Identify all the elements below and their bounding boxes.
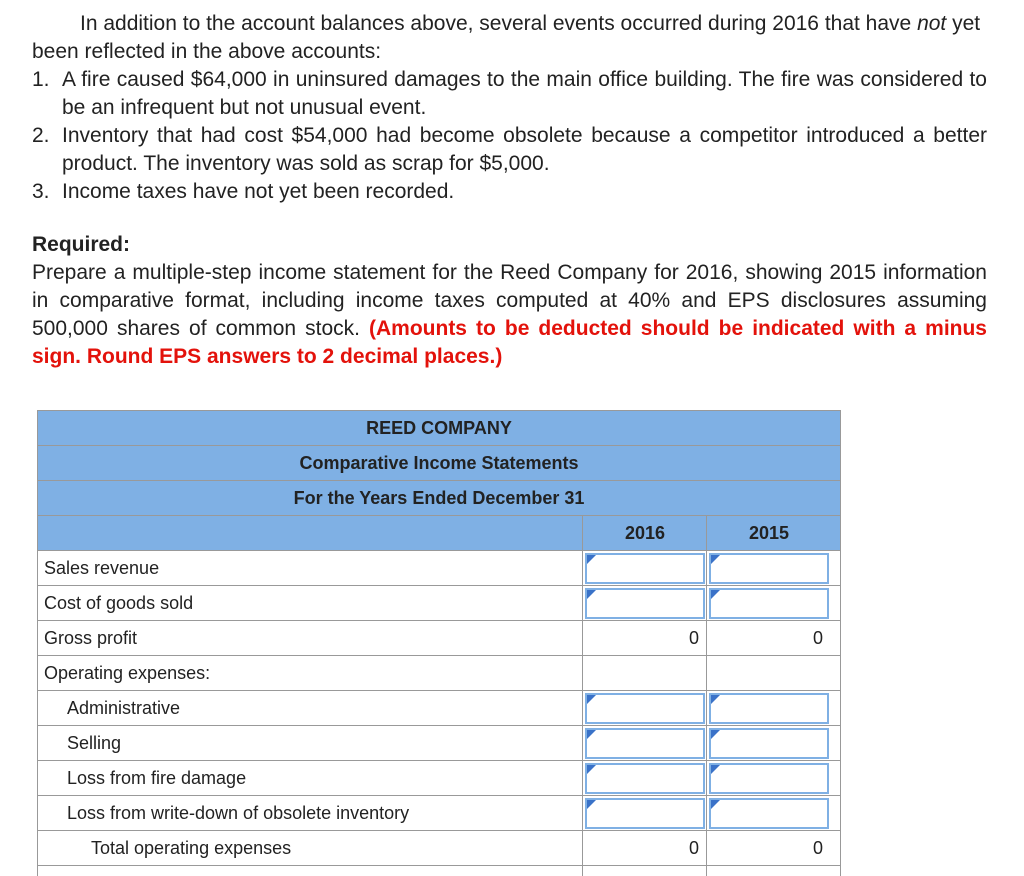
cell-2016 bbox=[582, 621, 706, 656]
selling-2015-input[interactable] bbox=[709, 728, 829, 759]
intro-italic: not bbox=[917, 12, 947, 35]
column-header-row bbox=[38, 515, 840, 551]
table-row bbox=[38, 760, 840, 796]
statement-title: Comparative Income Statements bbox=[38, 445, 840, 481]
event-text: A fire caused $64,000 in uninsured damages to the main office building. The fire was considered to be an infrequent but not unusual event. bbox=[62, 68, 987, 119]
total-opex-2016-value: 0 bbox=[688, 838, 699, 858]
cell-2016 bbox=[582, 656, 706, 691]
input-marker-icon bbox=[711, 800, 720, 809]
cell-2015 bbox=[706, 866, 830, 876]
event-item bbox=[32, 66, 987, 122]
table-row bbox=[38, 795, 840, 831]
cell-2015 bbox=[706, 831, 830, 866]
cogs-2015-input[interactable] bbox=[709, 588, 829, 619]
cell-2016 bbox=[582, 726, 706, 761]
input-marker-icon bbox=[587, 695, 596, 704]
cell-2015 bbox=[706, 551, 830, 586]
row-label: Loss from write-down of obsolete inventory bbox=[67, 803, 410, 823]
required-heading: Required: bbox=[32, 233, 131, 256]
table-row bbox=[38, 725, 840, 761]
administrative-2015-input[interactable] bbox=[709, 693, 829, 724]
intro-text-start: In addition to the account balances above, several events occurred during 2016 that have bbox=[80, 12, 918, 35]
event-item bbox=[32, 178, 987, 206]
input-marker-icon bbox=[711, 590, 720, 599]
event-text: Inventory that had cost $54,000 had become obsolete because a competitor introduced a better product. The inventory was sold as scrap for $5,000. bbox=[62, 124, 987, 175]
cell-2015 bbox=[706, 726, 830, 761]
inventory-writedown-2015-input[interactable] bbox=[709, 798, 829, 829]
sales-revenue-2016-input[interactable] bbox=[585, 553, 705, 584]
cell-2016 bbox=[582, 691, 706, 726]
gross-profit-2015-value: 0 bbox=[812, 628, 823, 648]
cell-2016 bbox=[582, 796, 706, 831]
event-item bbox=[32, 122, 987, 178]
cell-2016 bbox=[582, 831, 706, 866]
row-label: Sales revenue bbox=[44, 558, 160, 578]
event-number: 2. bbox=[32, 124, 50, 147]
total-opex-2015-value: 0 bbox=[812, 838, 823, 858]
cell-2015 bbox=[706, 796, 830, 831]
input-marker-icon bbox=[711, 765, 720, 774]
cell-2016 bbox=[582, 761, 706, 796]
input-marker-icon bbox=[587, 730, 596, 739]
inventory-writedown-2016-input[interactable] bbox=[585, 798, 705, 829]
row-label: Loss from fire damage bbox=[67, 768, 247, 788]
company-name: REED COMPANY bbox=[38, 410, 840, 446]
row-label: Operating expenses: bbox=[44, 663, 211, 683]
table-row bbox=[38, 585, 840, 621]
fire-loss-2015-input[interactable] bbox=[709, 763, 829, 794]
table-row bbox=[38, 550, 840, 586]
sales-revenue-2015-input[interactable] bbox=[709, 553, 829, 584]
cell-2016 bbox=[582, 551, 706, 586]
input-marker-icon bbox=[587, 800, 596, 809]
cell-2015 bbox=[706, 691, 830, 726]
input-marker-icon bbox=[711, 730, 720, 739]
cell-2015 bbox=[706, 586, 830, 621]
event-number: 3. bbox=[32, 180, 50, 203]
income-statement-table bbox=[37, 410, 841, 876]
cell-2016 bbox=[582, 586, 706, 621]
table-row bbox=[38, 690, 840, 726]
input-marker-icon bbox=[711, 555, 720, 564]
table-row bbox=[38, 865, 840, 876]
cogs-2016-input[interactable] bbox=[585, 588, 705, 619]
row-label: Total operating expenses bbox=[91, 838, 292, 858]
input-marker-icon bbox=[587, 590, 596, 599]
input-marker-icon bbox=[587, 555, 596, 564]
column-header-2015: 2015 bbox=[706, 516, 831, 551]
row-label: Cost of goods sold bbox=[44, 593, 194, 613]
row-label: Selling bbox=[67, 733, 122, 753]
required-instructions: Prepare a multiple-step income statement for the Reed Company for 2016, showing 2015 information in comparative format, including income taxes computed at 40% and EPS disclosures assuming 500,000 shares of common stock. bbox=[32, 261, 987, 340]
row-label: Gross profit bbox=[44, 628, 138, 648]
table-row bbox=[38, 655, 840, 691]
administrative-2016-input[interactable] bbox=[585, 693, 705, 724]
cell-2015 bbox=[706, 656, 830, 691]
table-row bbox=[38, 830, 840, 866]
required-note: (Amounts to be deducted should be indicated with a minus sign. Round EPS answers to 2 decimal places.) bbox=[32, 317, 987, 368]
cell-2016 bbox=[582, 866, 706, 876]
required-section bbox=[32, 231, 987, 371]
event-text: Income taxes have not yet been recorded. bbox=[62, 180, 455, 203]
input-marker-icon bbox=[587, 765, 596, 774]
row-label: Administrative bbox=[67, 698, 181, 718]
fire-loss-2016-input[interactable] bbox=[585, 763, 705, 794]
cell-2015 bbox=[706, 621, 830, 656]
intro-paragraph bbox=[32, 10, 987, 66]
event-number: 1. bbox=[32, 68, 50, 91]
intro-text-end: yet been reflected in the above accounts: bbox=[32, 12, 981, 63]
events-list bbox=[32, 66, 987, 206]
statement-period: For the Years Ended December 31 bbox=[38, 480, 840, 516]
cell-2015 bbox=[706, 761, 830, 796]
column-header-2016: 2016 bbox=[582, 516, 707, 551]
selling-2016-input[interactable] bbox=[585, 728, 705, 759]
gross-profit-2016-value: 0 bbox=[688, 628, 699, 648]
table-row bbox=[38, 620, 840, 656]
input-marker-icon bbox=[711, 695, 720, 704]
required-body bbox=[32, 259, 987, 371]
